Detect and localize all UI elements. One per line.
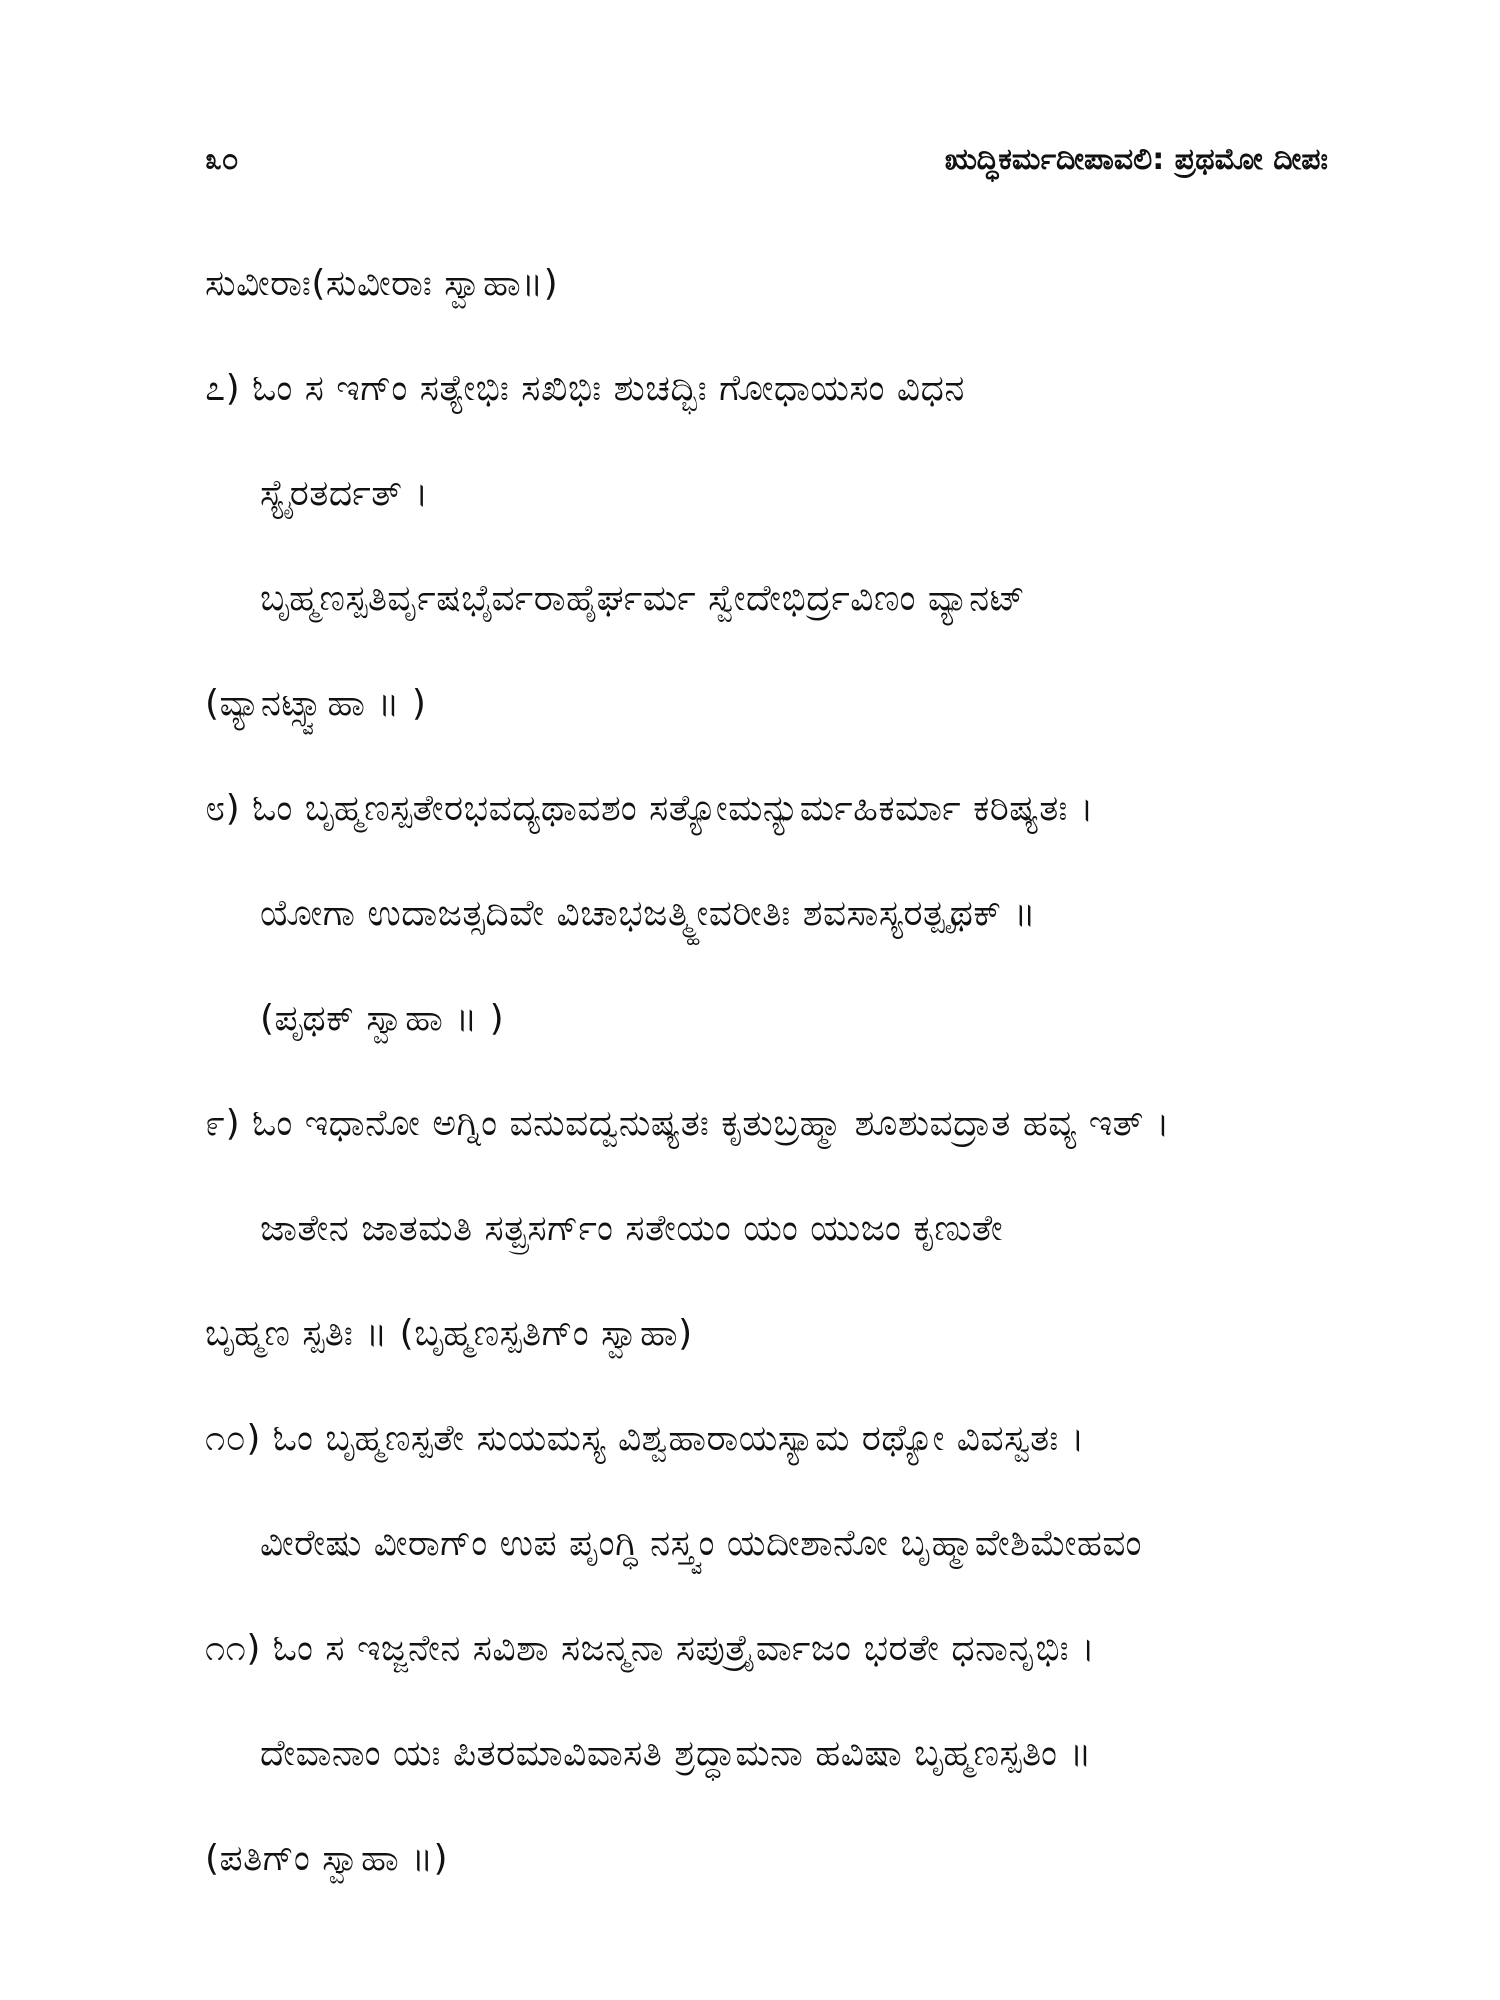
running-header-title: ಋದ್ಧಿಕರ್ಮದೀಪಾವಲಿ: ಪ್ರಥಮೋ ದೀಪಃ <box>944 142 1328 177</box>
verse-line: ೧೦) ಓಂ ಬೃಹ್ಮಣಸ್ಪತೇ ಸುಯಮಸ್ಯ ವಿಶ್ವಹಾರಾಯಸ್ಯಾಮ ರಥ್ಯೋ ವಿವಸ್ವತಃ । <box>205 1418 1085 1459</box>
verse-line: ದೇವಾನಾಂ ಯಃ ಪಿತರಮಾವಿವಾಸತಿ ಶ್ರದ್ಧಾಮನಾ ಹವಿಷಾ ಬೃಹ್ಮಣಸ್ಪತಿಂ ॥ <box>260 1733 1092 1774</box>
verse-line: ಬೃಹ್ಮಣಸ್ಪತಿರ್ವೃಷಭೈರ್ವರಾಹೈರ್ಘರ್ಮ ಸ್ವೇದೇಭಿರ್ದ್ರವಿಣಂ ವ್ಯಾನಟ್ <box>260 578 1026 619</box>
verse-line: ೮) ಓಂ ಬೃಹ್ಮಣಸ್ಪತೇರಭವದ್ಯಥಾವಶಂ ಸತ್ಯೋಮನ್ಯುರ್ಮಹಿಕರ್ಮಾ ಕರಿಷ್ಯತಃ । <box>205 788 1094 829</box>
verse-line: ೭) ಓಂ ಸ ಇಗ್ಂ ಸತ್ಯೇಭಿಃ ಸಖಿಭಿಃ ಶುಚದ್ಭಿಃ ಗೋಧಾಯಸಂ ವಿಧನ <box>205 368 965 409</box>
verse-line: ಜಾತೇನ ಜಾತಮತಿ ಸತ್ಪ್ರಸರ್ಗ್ಂ ಸತೇಯಂ ಯಂ ಯುಜಂ ಕೃಣುತೇ <box>260 1208 1004 1249</box>
verse-line: (ಪತಿಗ್ಂ ಸ್ವಾಹಾ ॥) <box>205 1838 449 1879</box>
verse-line: ೯) ಓಂ ಇಧಾನೋ ಅಗ್ನಿಂ ವನುವದ್ವನುಷ್ಯತಃ ಕೃತುಬ್ರಹ್ಮಾ ಶೂಶುವದ್ರಾತ ಹವ್ಯ ಇತ್ । <box>205 1103 1170 1144</box>
verse-line: ೧೧) ಓಂ ಸ ಇಜ್ಜನೇನ ಸವಿಶಾ ಸಜನ್ಮನಾ ಸಪುತ್ರೈರ್ವಾಜಂ ಭರತೇ ಧನಾನೃಭಿಃ । <box>205 1628 1096 1669</box>
verse-line: (ವ್ಯಾನಟ್ಸ್ವಾಹಾ ॥ ) <box>205 683 427 724</box>
page-number: ೩೦ <box>205 142 239 177</box>
verse-line: ಸುವೀರಾಃ(ಸುವೀರಾಃ ಸ್ವಾಹಾ॥) <box>205 263 559 304</box>
verse-line: ಸ್ಯೈರತರ್ದತ್ । <box>260 473 429 514</box>
verse-line: ವೀರೇಷು ವೀರಾಗ್ಂ ಉಪ ಪೃಂಗ್ಧಿ ನಸ್ತ್ವಂ ಯದೀಶಾನೋ ಬೃಹ್ಮಾವೇಶಿಮೇಹವಂ <box>260 1523 1142 1564</box>
verse-line: ಯೋಗಾ ಉದಾಜತ್ಸದಿವೇ ವಿಚಾಭಜತ್ಮ್ಹೀವರೀತಿಃ ಶವಸಾಸ್ಯರತ್ಪೃಥಕ್ ॥ <box>260 893 1037 934</box>
verse-line: (ಪೃಥಕ್ ಸ್ವಾಹಾ ॥ ) <box>260 998 505 1039</box>
verse-line: ಬೃಹ್ಮಣ ಸ್ಪತಿಃ ॥ (ಬೃಹ್ಮಣಸ್ಪತಿಗ್ಂ ಸ್ವಾಹಾ) <box>205 1313 693 1354</box>
